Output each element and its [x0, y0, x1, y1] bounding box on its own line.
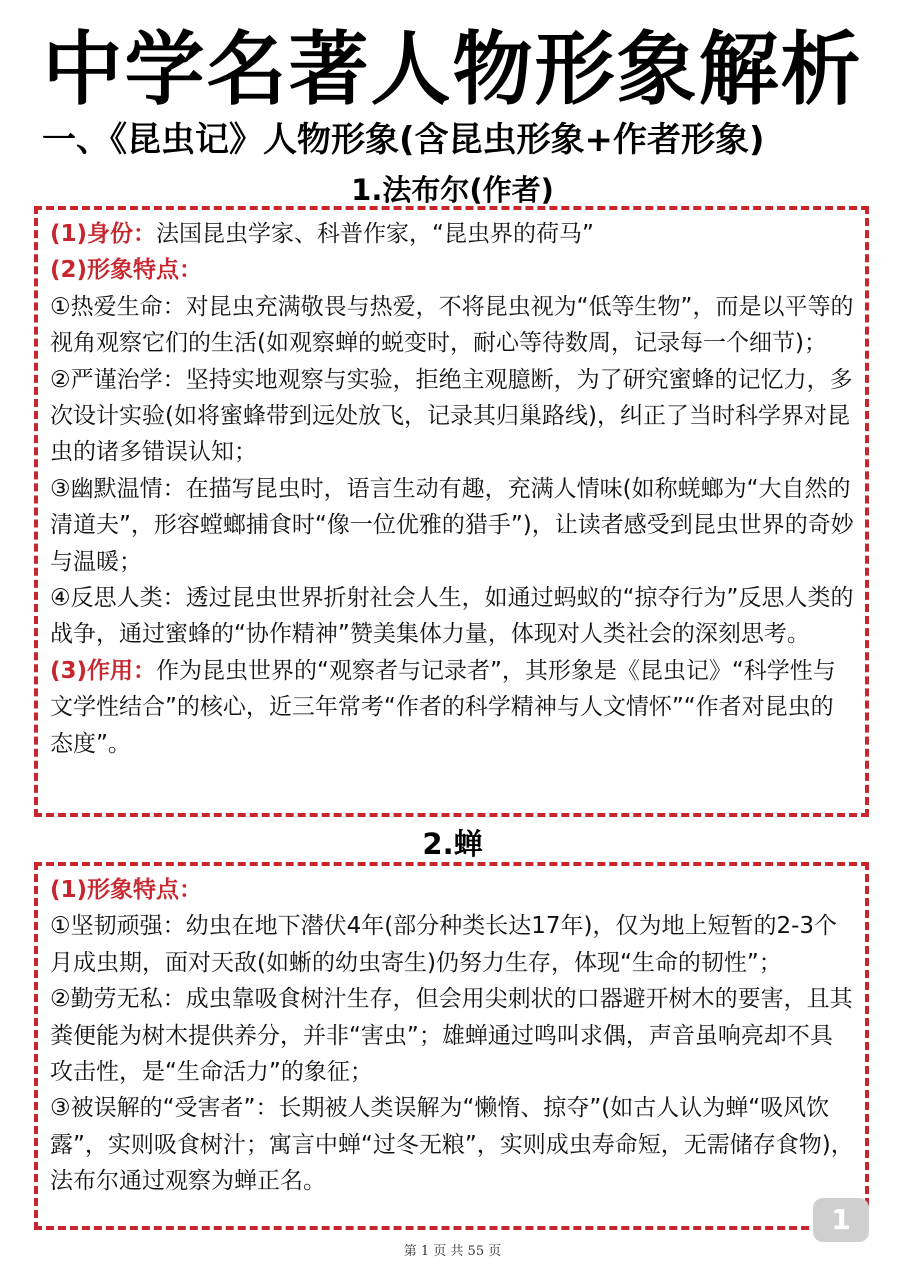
role-label: (3)作用：	[50, 657, 157, 684]
section-heading-cicada: 2.蝉	[422, 827, 483, 861]
role-text: 作为昆虫世界的“观察者与记录者”，其形象是《昆虫记》“科学性与文学性结合”的核心，近三年常考“作者的科学精神与人文情怀”“作者对昆虫的态度”。	[50, 657, 836, 757]
trait-paragraph: ②勤劳无私：成虫靠吸食树汁生存，但会用尖刺状的口器避开树木的要害，且其粪便能为树木提供养分，并非“害虫”；雄蝉通过鸣叫求偶，声音虽响亮却不具攻击性，是“生命活力”的象征；	[50, 986, 853, 1086]
identity-label: (1)身份：	[50, 221, 157, 247]
trait-paragraph: ④反思人类：透过昆虫世界折射社会人生，如通过蚂蚁的“掠夺行为”反思人类的战争，通过蜜蜂的“协作精神”赞美集体力量，体现对人类社会的深刻思考。	[50, 585, 854, 648]
identity-text: 法国昆虫学家、科普作家，“昆虫界的荷马”	[156, 221, 594, 247]
identity-paragraph	[50, 216, 855, 252]
trait-paragraph: ①坚韧顽强：幼虫在地下潜伏4年(部分种类长达17年)，仅为地上短暂的2-3个月成虫期，面对天敌(如蜥的幼虫寄生)仍努力生存，体现“生命的韧性”；	[50, 913, 838, 976]
traits-label	[50, 252, 855, 288]
trait-paragraph: ②严谨治学：坚持实地观察与实验，拒绝主观臆断，为了研究蜜蜂的记忆力，多次设计实验(如将蜜蜂带到远处放飞，记录其归巢路线)，纠正了当时科学界对昆虫的诸多错误认知；	[50, 366, 853, 466]
section-box-fabre	[34, 206, 869, 817]
chapter-subtitle: 一、《昆虫记》人物形象(含昆虫形象+作者形象)	[42, 120, 765, 160]
page-badge[interactable]: 1	[813, 1198, 869, 1242]
trait-paragraph: ①热爱生命：对昆虫充满敬畏与热爱，不将昆虫视为“低等生物”，而是以平等的视角观察它们的生活(如观察蝉的蜕变时，耐心等待数周，记录每一个细节)；	[50, 293, 854, 357]
trait-paragraph: ③被误解的“受害者”：长期被人类误解为“懒惰、掠夺”(如古人认为蝉“吸风饮露”，实则吸食树汁；寓言中蝉“过冬无粮”，实则成虫寿命短，无需储存食物)，法布尔通过观察为蝉正名。	[50, 1095, 854, 1195]
traits-label-text: (1)形象特点：	[50, 877, 203, 903]
traits-label	[50, 872, 855, 908]
role-paragraph	[50, 653, 855, 762]
page-indicator: 第 1 页 共 55 页	[403, 1244, 502, 1259]
traits-label-text: (2)形象特点：	[50, 257, 203, 284]
page-title: 中学名著人物形象解析	[42, 23, 863, 116]
trait-paragraph: ③幽默温情：在描写昆虫时，语言生动有趣，充满人情味(如称蜣螂为“大自然的清道夫”，形容螳螂捕食时“像一位优雅的猎手”)，让读者感受到昆虫世界的奇妙与温暖；	[50, 475, 854, 575]
section-heading-fabre: 1.法布尔(作者)	[351, 173, 554, 207]
section-box-cicada	[34, 862, 869, 1230]
